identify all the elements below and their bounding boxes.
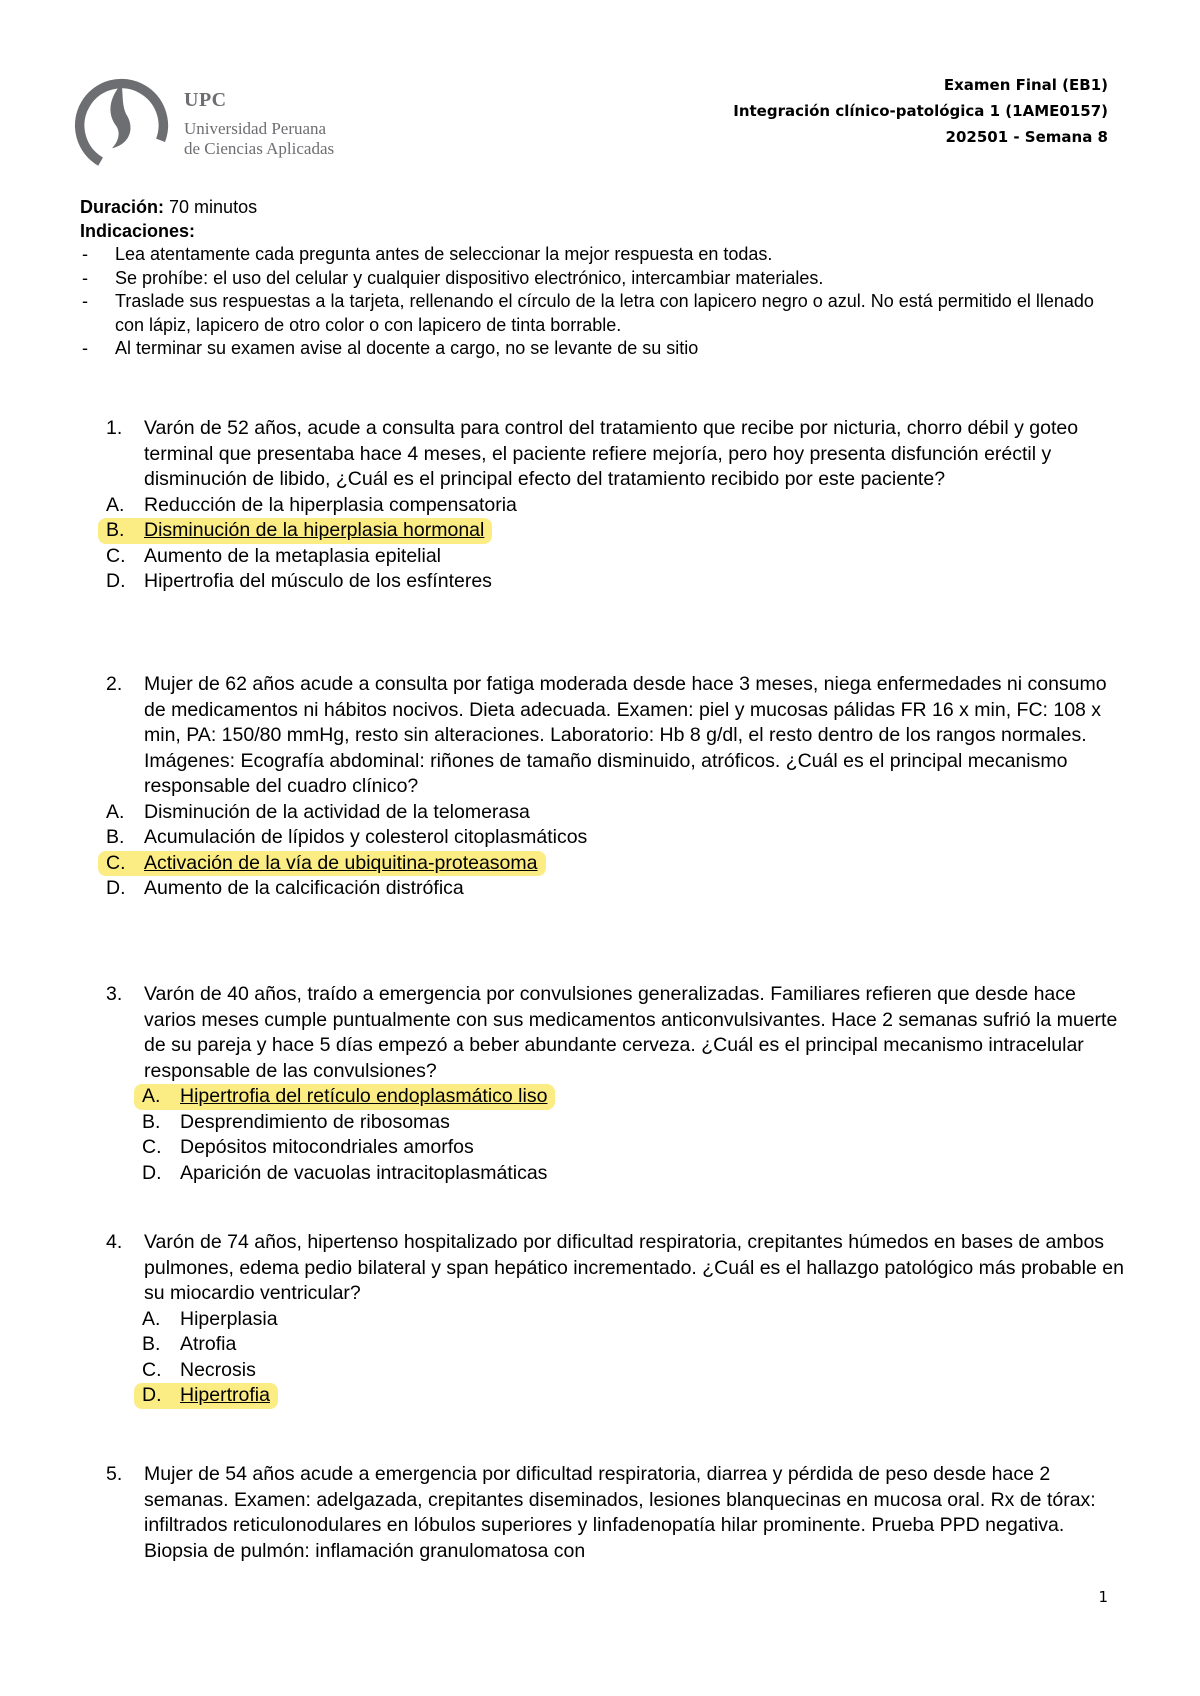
question-2 <box>106 672 1126 902</box>
option-c-highlighted: C. Activación de la vía de ubiquitina-proteasoma <box>98 851 546 877</box>
option-a: A. Reducción de la hiperplasia compensatoria <box>106 493 517 516</box>
instructions-block <box>80 196 1120 361</box>
option-d: D. Aumento de la calcificación distrófica <box>106 877 464 899</box>
exam-header <box>733 72 1108 150</box>
page-number: 1 <box>1098 1588 1108 1606</box>
question-number: 4. <box>106 1231 123 1253</box>
question-stem: 4. Varón de 74 años, hipertenso hospitalizado por dificultad respiratoria, crepitantes húmedos en bases de ambos pulmones, edema pedio bilateral y span hepático incrementado. ¿Cuál es el hallazgo patológico más probable en su miocardio ventricular? <box>106 1231 1124 1304</box>
question-number: 1. <box>106 417 123 439</box>
duration-line <box>80 196 1120 220</box>
duration-label: Duración: <box>80 197 165 217</box>
logo-abbreviation: UPC <box>184 88 227 111</box>
option-d: D. Aparición de vacuolas intracitoplasmáticas <box>142 1161 548 1184</box>
question-1 <box>106 416 1126 595</box>
upc-emblem-icon <box>74 76 169 171</box>
indication-item: - Lea atentamente cada pregunta antes de seleccionar la mejor respuesta en todas. <box>82 244 773 264</box>
question-4 <box>106 1230 1126 1409</box>
question-stem: 1. Varón de 52 años, acude a consulta para control del tratamiento que recibe por nicturia, chorro débil y goteo terminal que presentaba hace 4 meses, el paciente refiere mejoría, pero hoy presenta disfunción eréctil y disminución de libido, ¿Cuál es el principal efecto del tratamiento recibido por este paciente? <box>106 417 1079 490</box>
indications-list <box>80 243 1120 361</box>
question-5 <box>106 1462 1126 1564</box>
option-b-highlighted: B. Disminución de la hiperplasia hormonal <box>98 518 492 544</box>
logo-line-1: Universidad Peruana <box>184 118 327 138</box>
option-a-highlighted: A. Hipertrofia del retículo endoplasmático liso <box>134 1084 555 1110</box>
question-number: 3. <box>106 983 123 1005</box>
indication-item: - Se prohíbe: el uso del celular y cualquier dispositivo electrónico, intercambiar materiales. <box>82 267 824 288</box>
option-a: A. Disminución de la actividad de la telomerasa <box>106 800 530 823</box>
question-number: 2. <box>106 673 123 695</box>
question-number: 5. <box>106 1463 123 1485</box>
indication-item: - Traslade sus respuestas a la tarjeta, rellenando el círculo de la letra con lapicero negro o azul. No está permitido el llenado con lápiz, lapicero de otro color o con lapicero de tinta borrable. <box>82 291 1094 335</box>
logo-line-2: de Ciencias Aplicadas <box>184 138 335 158</box>
indications-label: Indicaciones: <box>80 220 196 241</box>
option-b: B. Desprendimiento de ribosomas <box>142 1110 450 1133</box>
option-a: A. Hiperplasia <box>142 1307 278 1330</box>
course-name: Integración clínico-patológica 1 (1AME0157) <box>733 102 1108 120</box>
question-stem: 5. Mujer de 54 años acude a emergencia por dificultad respiratoria, diarrea y pérdida de peso desde hace 2 semanas. Examen: adelgazada, crepitantes diseminados, lesiones blanquecinas en mucosa oral. Rx de tórax: infiltrados reticulonodulares en lóbulos superiores y linfadenopatía hilar prominente. Prueba PPD negativa. Biopsia de pulmón: inflamación granulomatosa con <box>106 1463 1096 1562</box>
option-c: C. Aumento de la metaplasia epitelial <box>106 544 442 567</box>
upc-logo <box>74 76 334 171</box>
option-c: C. Depósitos mitocondriales amorfos <box>142 1136 474 1158</box>
option-b: B. Atrofia <box>142 1333 237 1355</box>
duration-value: 70 minutos <box>169 197 258 217</box>
question-stem: 2. Mujer de 62 años acude a consulta por fatiga moderada desde hace 3 meses, niega enfermedades ni consumo de medicamentos ni hábitos nocivos. Dieta adecuada. Examen: piel y mucosas pálidas FR 16 x min, FC: 108 x min, PA: 150/80 mmHg, resto sin alteraciones. Laboratorio: Hb 8 g/dl, el resto dentro de los rangos normales. Imágenes: Ecografía abdominal: riñones de tamaño disminuido, atróficos. ¿Cuál es el principal mecanismo responsable del cuadro clínico? <box>106 673 1107 797</box>
exam-period: 202501 - Semana 8 <box>945 128 1108 146</box>
question-stem: 3. Varón de 40 años, traído a emergencia por convulsiones generalizadas. Familiares refieren que desde hace varios meses cumple puntualmente con sus medicamentos anticonvulsivantes. Hace 2 semanas sufrió la muerte de su pareja y hace 5 días empezó a beber abundante cerveza. ¿Cuál es el principal mecanismo intracelular responsable de las convulsiones? <box>106 983 1118 1082</box>
option-d: D. Hipertrofia del músculo de los esfínteres <box>106 570 492 592</box>
indication-item: - Al terminar su examen avise al docente a cargo, no se levante de su sitio <box>82 338 699 358</box>
option-b: B. Acumulación de lípidos y colesterol citoplasmáticos <box>106 826 588 848</box>
question-3 <box>106 982 1126 1186</box>
exam-title: Examen Final (EB1) <box>943 76 1108 94</box>
option-c: C. Necrosis <box>142 1358 256 1381</box>
option-d-highlighted: D. Hipertrofia <box>134 1383 278 1409</box>
